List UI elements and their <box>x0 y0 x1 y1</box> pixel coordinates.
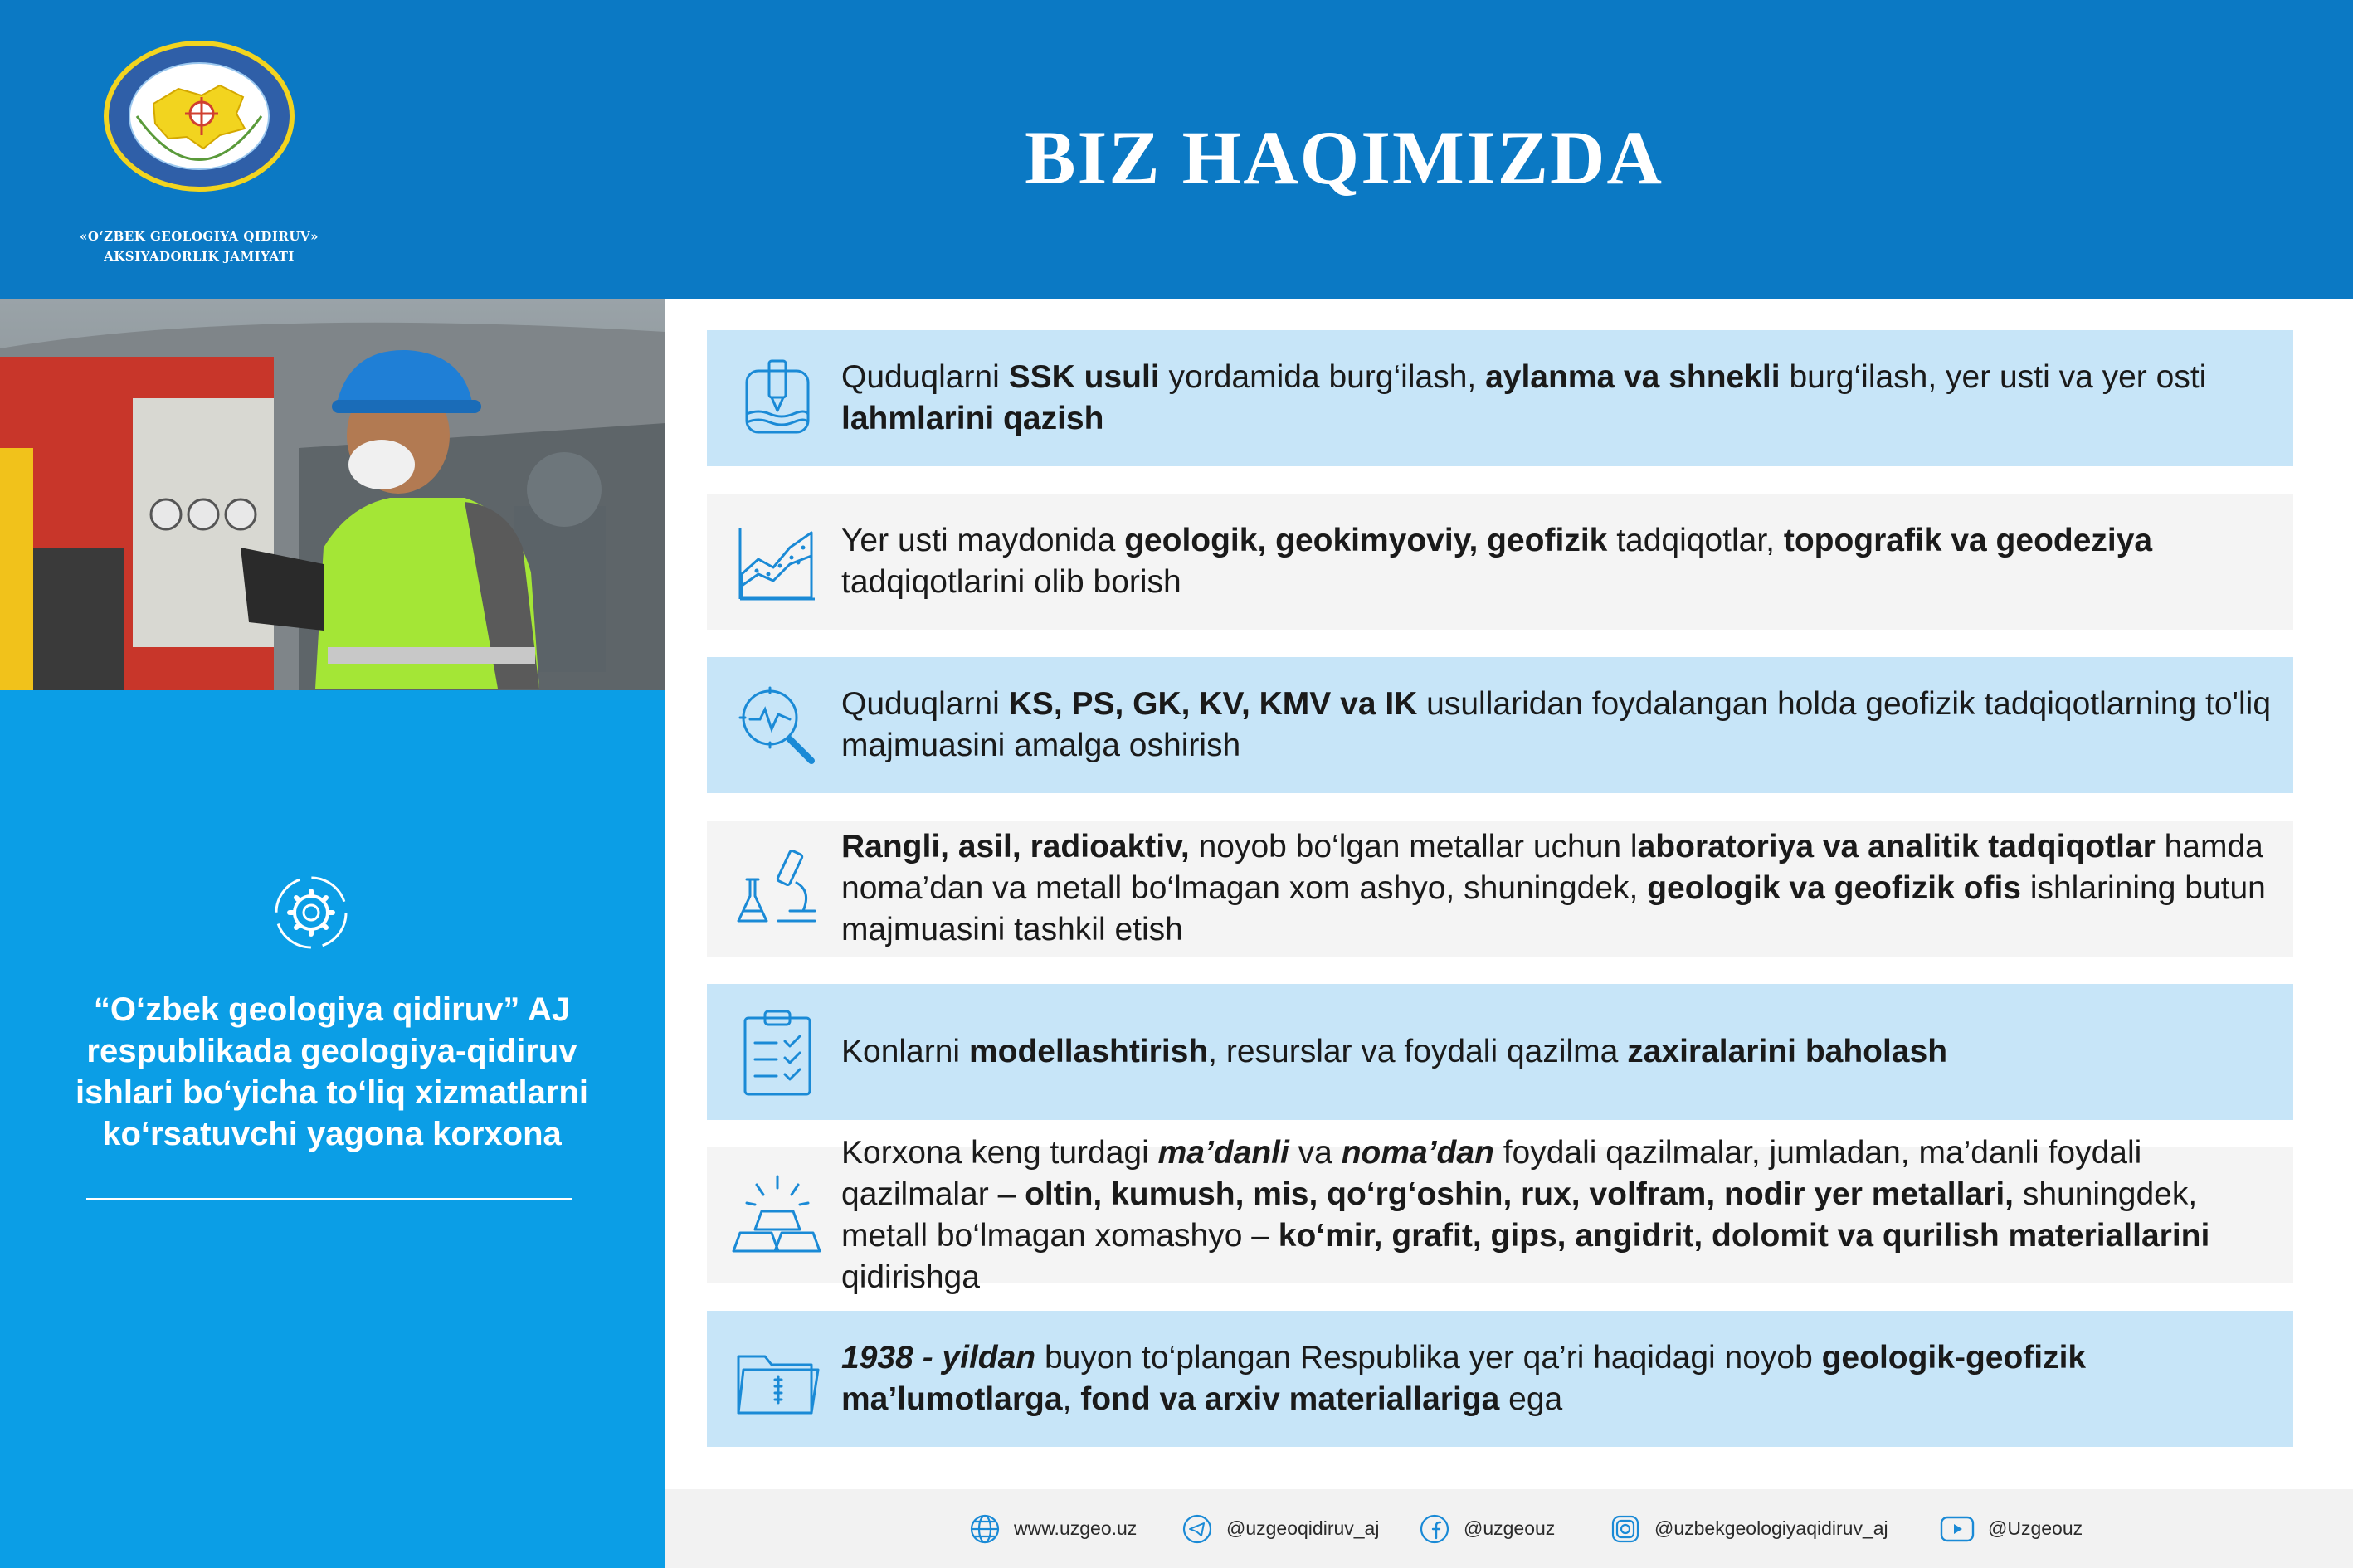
drill-well-icon <box>732 353 823 444</box>
service-paragraph <box>841 1337 2285 1420</box>
service-text-segment: lahmlarini qazish <box>841 401 1104 436</box>
globe-icon <box>969 1513 1001 1545</box>
service-text <box>841 984 2285 1120</box>
service-text-segment: burg‘ilash, yer usti va yer osti <box>1780 359 2207 395</box>
service-card-laboratory <box>707 821 2293 957</box>
youtube-link[interactable] <box>1940 1489 2083 1568</box>
youtube-label: @Uzgeouz <box>1988 1517 2083 1539</box>
clipboard-checklist-icon <box>732 1006 823 1098</box>
service-text-segment: qidirishga <box>841 1259 980 1295</box>
service-text-segment: usullaridan foydalangan holda geofizik tadqiqotlarning to'liq majmuasini amalga oshirish <box>841 686 2272 763</box>
service-card-archive <box>707 1311 2293 1447</box>
service-text-segment: Korxona keng turdagi <box>841 1135 1158 1171</box>
geologist-photo <box>0 299 665 690</box>
service-text-segment: Quduqlarni <box>841 359 1009 395</box>
service-card-mineral-search <box>707 1135 2293 1295</box>
service-text-segment: yordamida burg‘ilash, <box>1159 359 1486 395</box>
service-text-segment: aboratoriya va analitik tadqiqotlar <box>1637 829 2156 864</box>
microscope-lab-icon <box>732 843 823 934</box>
service-text-segment: tadqiqotlarini olib borish <box>841 564 1181 600</box>
services-panel <box>665 299 2353 1568</box>
service-text-segment: , resurslar va foydali qazilma <box>1208 1034 1628 1069</box>
archive-folder-icon <box>732 1333 823 1424</box>
left-sidebar <box>0 299 665 1568</box>
social-footer <box>665 1489 2353 1568</box>
service-text-segment: , <box>1062 1381 1081 1417</box>
logo-caption-line-1: «O‘ZBEK GEOLOGIYA QIDIRUV» <box>79 229 319 244</box>
company-logo <box>66 37 332 266</box>
service-text-segment: SSK usuli <box>1008 359 1160 395</box>
service-text-segment: foydali qazilmalar, jumladan, ma’danli foydali qazilmalar – <box>841 1135 2142 1212</box>
terrain-chart-icon <box>732 516 823 607</box>
instagram-icon <box>1610 1513 1641 1545</box>
service-text <box>841 330 2285 466</box>
company-tagline: “O‘zbek geologiya qidiruv” AJ respublikada geologiya-qidiruv ishlari bo‘yicha to‘liq xizmatlarni ko‘rsatuvchi yagona korxona <box>76 991 588 1152</box>
service-text-segment: Yer usti maydonida <box>841 523 1125 558</box>
service-text <box>841 1135 2285 1295</box>
service-text-segment: ishlarining butun majmuasini tashkil etish <box>841 870 2266 947</box>
service-text <box>841 494 2285 630</box>
telegram-icon <box>1181 1513 1213 1545</box>
service-paragraph <box>841 1031 2285 1073</box>
page-title: BIZ HAQIMIZDA <box>1025 115 1664 200</box>
service-paragraph <box>841 357 2285 440</box>
service-card-geophysics <box>707 657 2293 793</box>
header-banner <box>0 0 2353 299</box>
service-text-segment: hamda noma’dan va metall bo‘lmagan xom ashyo, shuningdek, <box>841 829 2263 906</box>
service-paragraph <box>841 1132 2285 1298</box>
service-text-segment: ko‘mir, grafit, gips, angidrit, dolomit va qurilish materiallarini <box>1278 1218 2210 1254</box>
service-paragraph <box>841 520 2285 603</box>
service-text-segment: oltin, kumush, mis, qo‘rg‘oshin, rux, volfram, nodir yer metallari, <box>1025 1176 2014 1212</box>
telegram-label: @uzgeoqidiruv_aj <box>1226 1517 1380 1539</box>
service-text-segment: va <box>1289 1135 1342 1171</box>
facebook-label: @uzgeouz <box>1464 1517 1556 1539</box>
gold-bars-icon <box>732 1170 823 1261</box>
service-text-segment: aylanma va shnekli <box>1485 359 1781 395</box>
service-text-segment: noma’dan <box>1341 1135 1494 1171</box>
facebook-link[interactable] <box>1419 1489 1555 1568</box>
service-text-segment: buyon to‘plangan Respublika yer qa’ri haqidagi noyob <box>1035 1340 1822 1376</box>
website-link[interactable] <box>969 1489 1137 1568</box>
service-text-segment: geologik-geofizik ma’lumotlarga <box>841 1340 2087 1417</box>
logo-caption-line-2: AKSIYADORLIK JAMIYATI <box>104 249 295 264</box>
service-card-field-research <box>707 494 2293 630</box>
service-text-segment: Rangli, asil, radioaktiv, <box>841 829 1190 864</box>
service-text-segment: fond va arxiv materiallariga <box>1080 1381 1500 1417</box>
website-label: www.uzgeo.uz <box>1014 1517 1138 1539</box>
service-text-segment: geologik va geofizik ofis <box>1647 870 2021 906</box>
service-text-segment: ma’danli <box>1157 1135 1289 1171</box>
instagram-label: @uzbekgeologiyaqidiruv_aj <box>1654 1517 1888 1539</box>
service-text-segment: geologik, geokimyoviy, geofizik <box>1124 523 1608 558</box>
telegram-link[interactable] <box>1181 1489 1379 1568</box>
service-text-segment: 1938 - yildan <box>841 1340 1036 1376</box>
service-text <box>841 821 2285 957</box>
instagram-link[interactable] <box>1610 1489 1888 1568</box>
magnifier-analysis-icon <box>732 679 823 771</box>
tagline-divider <box>86 1198 572 1200</box>
facebook-icon <box>1419 1513 1450 1545</box>
service-text-segment: Quduqlarni <box>841 686 1009 722</box>
company-name-caption <box>66 226 332 266</box>
gear-cycle-icon <box>271 873 351 952</box>
service-text-segment: shuningdek, metall bo‘lmagan xomashyo – <box>841 1176 2198 1254</box>
youtube-icon <box>1940 1515 1975 1543</box>
service-text-segment: zaxiralarini baholash <box>1627 1034 1948 1069</box>
service-text-segment: topografik va geodeziya <box>1783 523 2153 558</box>
service-paragraph <box>841 684 2285 767</box>
service-card-modelling <box>707 984 2293 1120</box>
service-text-segment: Konlarni <box>841 1034 969 1069</box>
service-text-segment: modellashtirish <box>968 1034 1209 1069</box>
service-text-segment: KS, PS, GK, KV, KMV va IK <box>1008 686 1418 722</box>
service-card-drilling <box>707 330 2293 466</box>
service-text <box>841 1311 2285 1447</box>
globe-map-logo-icon <box>104 37 295 195</box>
service-text-segment: tadqiqotlar, <box>1607 523 1784 558</box>
service-text-segment: ega <box>1499 1381 1563 1417</box>
service-text <box>841 657 2285 793</box>
service-text-segment: noyob bo‘lgan metallar uchun l <box>1189 829 1638 864</box>
service-paragraph <box>841 826 2285 951</box>
